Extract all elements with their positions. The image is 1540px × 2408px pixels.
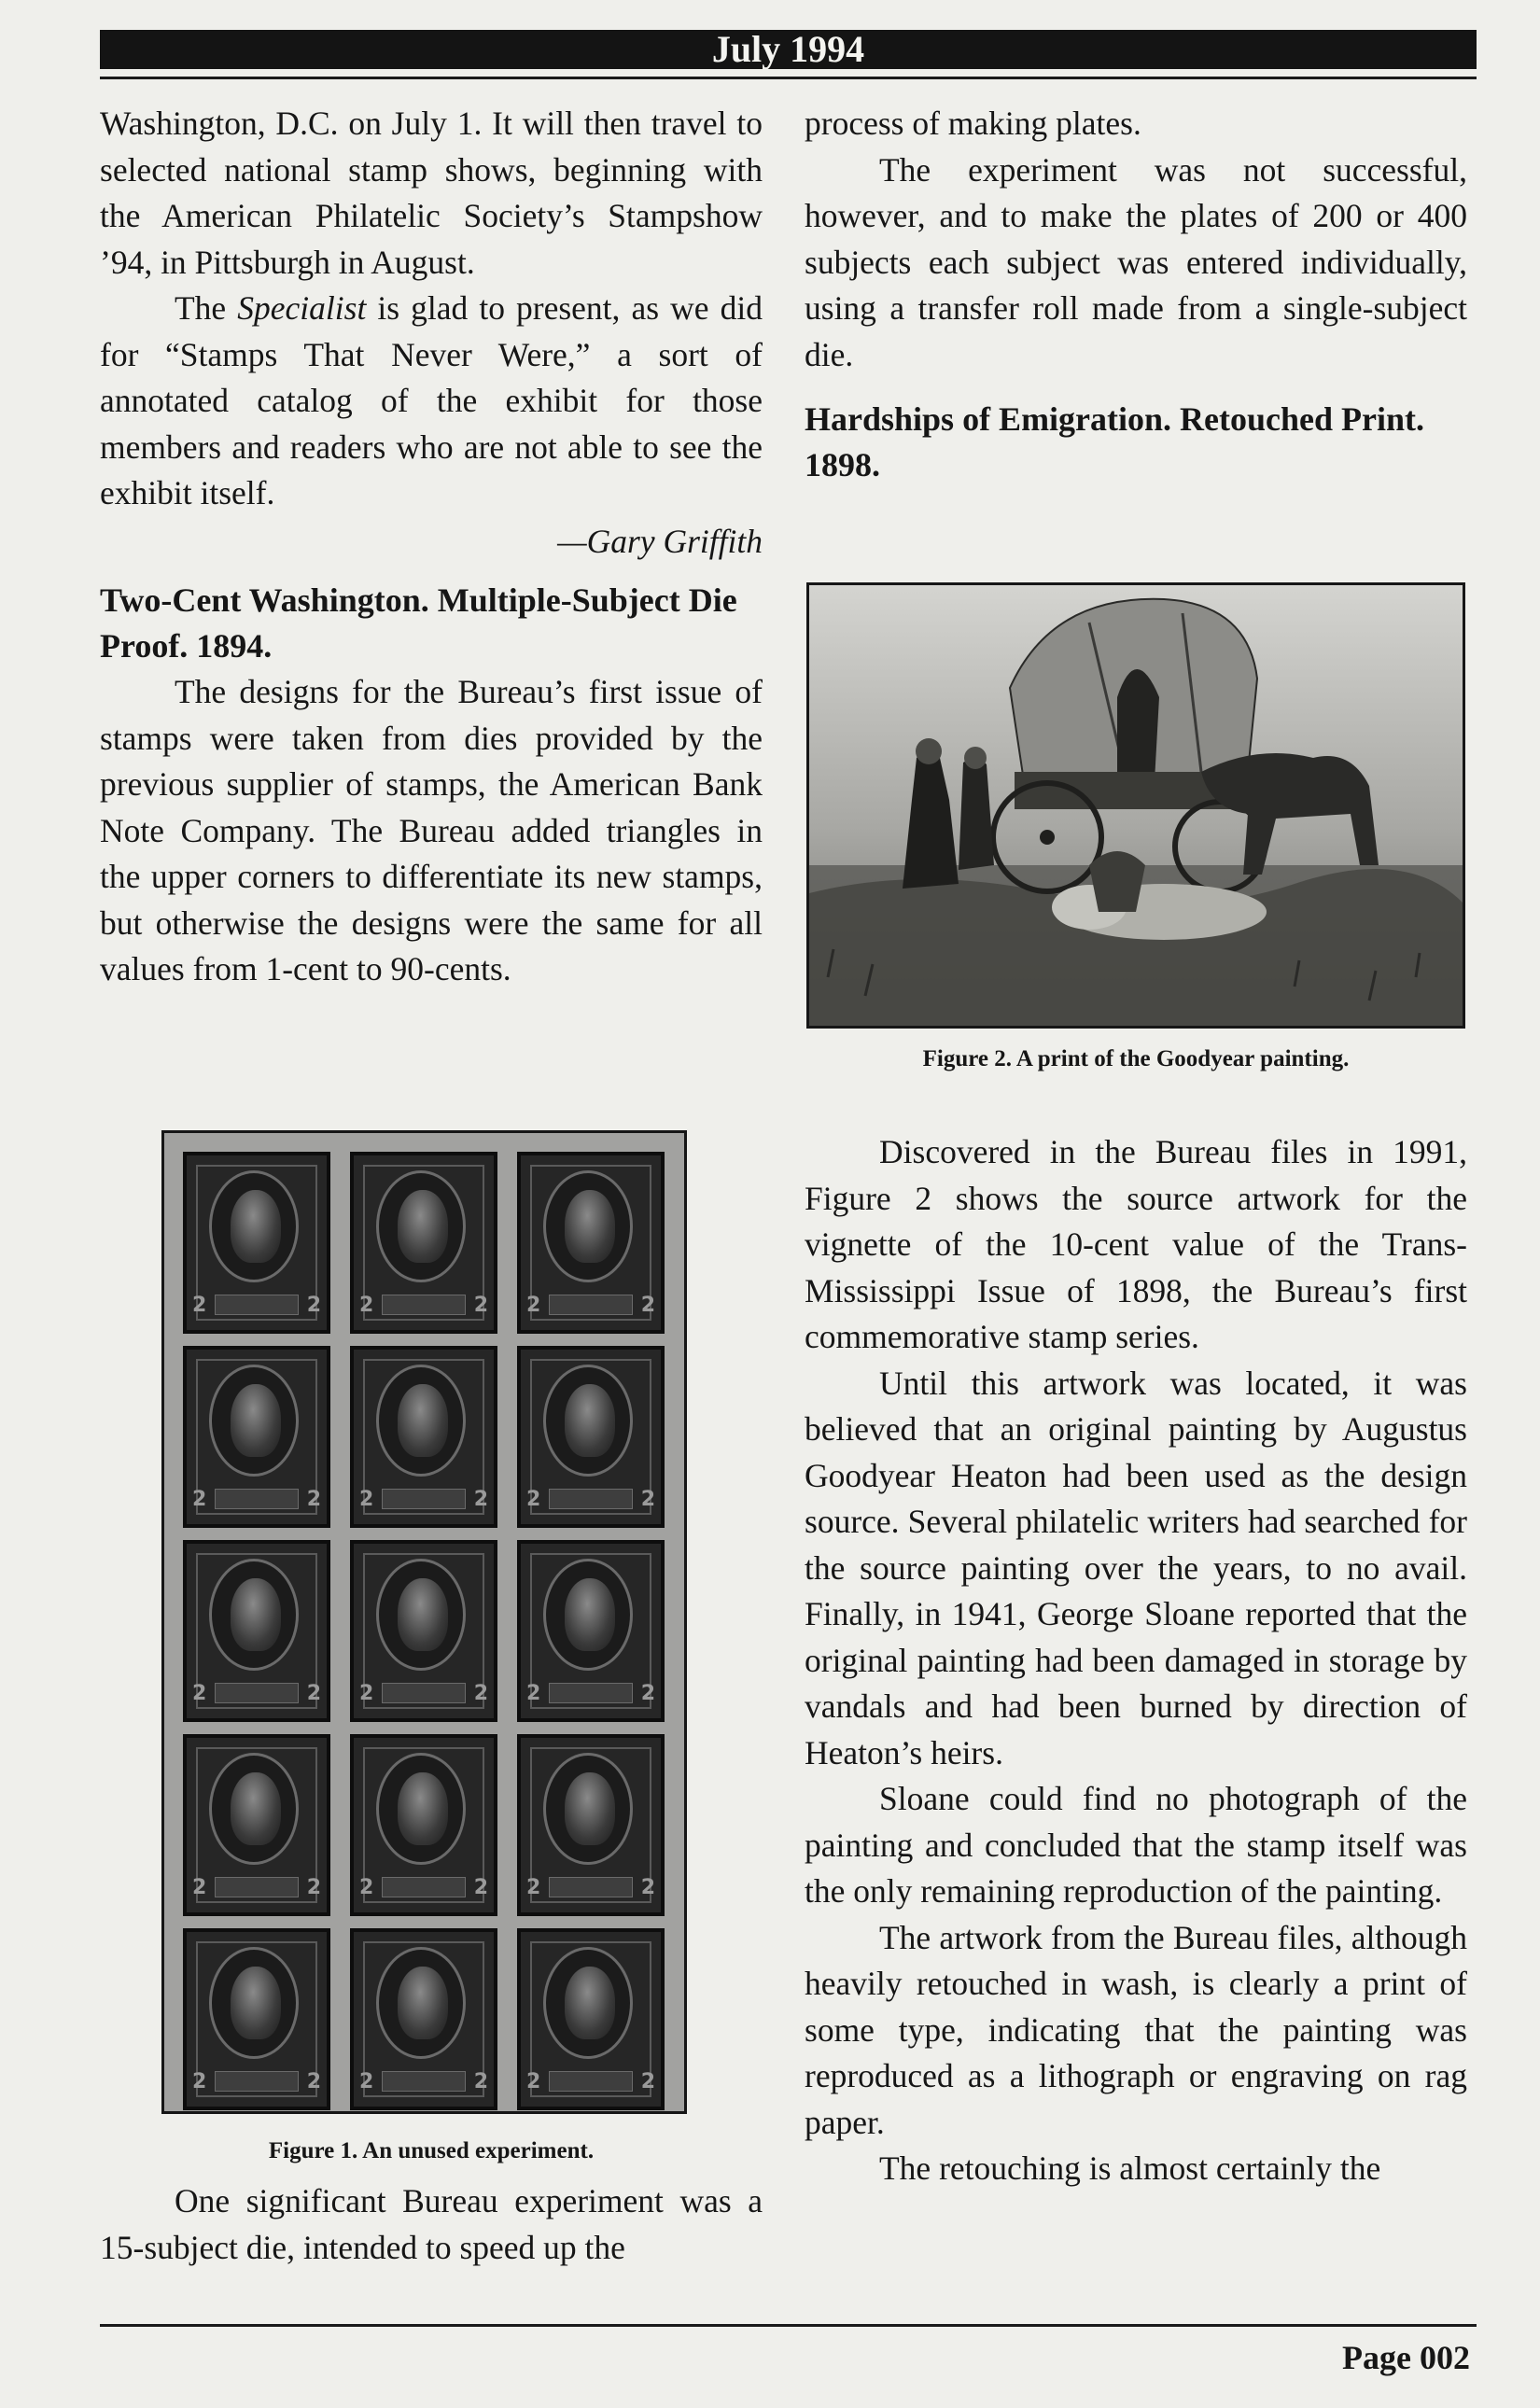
washington-portrait	[565, 1772, 615, 1845]
continued-text: process of making plates.	[805, 105, 1141, 142]
portrait-oval	[376, 1947, 466, 2059]
right-column	[805, 101, 1467, 488]
sloane-paragraph: Sloane could find no photograph of the painting and concluded that the stamp itself was the only remaining reproduction of the painting.	[805, 1780, 1467, 1910]
value-left: 2	[526, 1294, 541, 1317]
intro-paragraph-2	[100, 286, 763, 517]
discovery-paragraph: Discovered in the Bureau files in 1991, Figure 2 shows the source artwork for the vignette of the 10-cent value of the Trans-Mississippi Issue of 1898, the Bureau’s first commemorative stamp series.	[805, 1133, 1467, 1355]
portrait-oval	[209, 1559, 299, 1671]
value-right: 2	[473, 1294, 488, 1317]
stamp	[183, 1734, 330, 1916]
washington-portrait	[231, 1772, 281, 1845]
washington-portrait	[398, 1384, 448, 1457]
value-right: 2	[640, 2070, 655, 2093]
portrait-oval	[376, 1365, 466, 1477]
value-band	[549, 2071, 633, 2092]
value-right: 2	[640, 1294, 655, 1317]
section-heading-two-cent: Two-Cent Washington. Multiple-Subject Die Proof. 1894.	[100, 581, 737, 665]
heaton-paragraph: Until this artwork was located, it was believed that an original painting by Augustus Goodyear Heaton had been used as the design source. Several philatelic writers had searched for the source painting over the years, to no avail. Finally, in 1941, George Sloane reported that the original painting had been damaged in storage by vandals and had been burned by direction of Heaton’s heirs.	[805, 1364, 1467, 1771]
artwork-paragraph: The artwork from the Bureau files, although heavily retouched in wash, is clearly a print of some type, indicating that the painting was reproduced as a lithograph or engraving on rag paper.	[805, 1918, 1467, 2141]
experiment-result-paragraph: The experiment was not successful, however, and to make the plates of 200 or 400 subjects each subject was entered individually, using a transfer roll made from a single-subject die.	[805, 150, 1467, 373]
value-left: 2	[192, 1294, 207, 1317]
washington-portrait	[565, 1384, 615, 1457]
portrait-oval	[543, 1559, 633, 1671]
retouching-paragraph: The retouching is almost certainly the	[879, 2149, 1381, 2187]
value-right: 2	[473, 1488, 488, 1511]
publication-name: Specialist	[237, 289, 367, 327]
value-band	[382, 2071, 466, 2092]
stamp	[350, 1928, 497, 2110]
stamp	[183, 1540, 330, 1722]
stamp	[517, 1734, 665, 1916]
value-left: 2	[526, 1682, 541, 1705]
portrait-oval	[543, 1753, 633, 1865]
portrait-oval	[543, 1170, 633, 1282]
para2-rest: is glad to present, as we did for “Stamps That Never Were,” a sort of annotated catalog of the exhibit for those members and readers who are not able to see the exhibit itself.	[100, 289, 763, 511]
value-left: 2	[359, 1876, 374, 1899]
value-band	[549, 1295, 633, 1315]
page-number: Page 002	[1342, 2339, 1470, 2376]
washington-portrait	[231, 1967, 281, 2039]
portrait-oval	[209, 1753, 299, 1865]
value-band	[382, 1877, 466, 1897]
stamp	[517, 1540, 665, 1722]
right-body-text	[805, 1129, 1467, 2192]
stamp	[517, 1152, 665, 1334]
author-signature: —Gary Griffith	[557, 522, 763, 560]
portrait-oval	[209, 1170, 299, 1282]
stamp	[350, 1734, 497, 1916]
washington-portrait	[398, 1967, 448, 2039]
value-right: 2	[306, 1682, 321, 1705]
value-left: 2	[192, 1488, 207, 1511]
washington-portrait	[565, 1190, 615, 1263]
stamp	[183, 1928, 330, 2110]
left-column	[100, 101, 763, 993]
page-header-bar	[100, 30, 1477, 69]
figure-1-caption: Figure 1. An unused experiment.	[268, 2138, 595, 2163]
portrait-oval	[543, 1365, 633, 1477]
value-right: 2	[473, 2070, 488, 2093]
value-left: 2	[192, 2070, 207, 2093]
figure-1-stamp-sheet	[161, 1130, 687, 2114]
section-heading-hardships: Hardships of Emigration. Retouched Print. 1898.	[805, 400, 1425, 483]
stamp	[183, 1152, 330, 1334]
value-band	[215, 1683, 299, 1703]
portrait-oval	[376, 1559, 466, 1671]
value-right: 2	[306, 2070, 321, 2093]
value-band	[382, 1295, 466, 1315]
value-right: 2	[640, 1876, 655, 1899]
value-left: 2	[359, 2070, 374, 2093]
after-figure-1-text	[100, 2178, 763, 2271]
portrait-oval	[209, 1947, 299, 2059]
value-left: 2	[359, 1294, 374, 1317]
wagon-scene-illustration	[809, 585, 1463, 1026]
washington-portrait	[231, 1384, 281, 1457]
washington-portrait	[398, 1772, 448, 1845]
value-left: 2	[192, 1682, 207, 1705]
value-left: 2	[359, 1488, 374, 1511]
value-band	[549, 1683, 633, 1703]
washington-portrait	[231, 1190, 281, 1263]
stamp-grid	[183, 1152, 665, 2110]
header-title: July 1994	[711, 28, 865, 70]
stamp	[183, 1346, 330, 1528]
value-band	[215, 2071, 299, 2092]
stamp	[350, 1540, 497, 1722]
experiment-paragraph: One significant Bureau experiment was a 15-subject die, intended to speed up the	[100, 2182, 763, 2266]
value-right: 2	[306, 1488, 321, 1511]
washington-portrait	[398, 1578, 448, 1651]
figure-2-caption: Figure 2. A print of the Goodyear painting.	[922, 1046, 1350, 1071]
intro-paragraph: Washington, D.C. on July 1. It will then travel to selected national stamp shows, beginning with the American Philatelic Society’s Stampshow ’94, in Pittsburgh in August.	[100, 105, 763, 281]
value-right: 2	[306, 1294, 321, 1317]
value-band	[215, 1489, 299, 1509]
value-right: 2	[306, 1876, 321, 1899]
stamp	[517, 1346, 665, 1528]
header-rule	[100, 77, 1477, 79]
value-left: 2	[359, 1682, 374, 1705]
washington-portrait	[398, 1190, 448, 1263]
value-left: 2	[192, 1876, 207, 1899]
section1-body: The designs for the Bureau’s first issue of stamps were taken from dies provided by the previous supplier of stamps, the American Bank Note Company. The Bureau added triangles in the upper corners to differentiate its new stamps, but otherwise the designs were the same for all values from 1-cent to 90-cents.	[100, 673, 763, 987]
value-left: 2	[526, 2070, 541, 2093]
value-right: 2	[473, 1682, 488, 1705]
portrait-oval	[209, 1365, 299, 1477]
value-right: 2	[473, 1876, 488, 1899]
washington-portrait	[565, 1967, 615, 2039]
portrait-oval	[543, 1947, 633, 2059]
portrait-oval	[376, 1170, 466, 1282]
value-band	[549, 1877, 633, 1897]
para2-lead: The	[175, 289, 238, 327]
value-band	[382, 1683, 466, 1703]
portrait-oval	[376, 1753, 466, 1865]
washington-portrait	[565, 1578, 615, 1651]
footer-rule	[100, 2324, 1477, 2327]
value-band	[215, 1295, 299, 1315]
value-left: 2	[526, 1876, 541, 1899]
stamp	[517, 1928, 665, 2110]
stamp	[350, 1152, 497, 1334]
figure-2-goodyear-print	[806, 582, 1465, 1029]
value-band	[215, 1877, 299, 1897]
value-right: 2	[640, 1488, 655, 1511]
washington-portrait	[231, 1578, 281, 1651]
value-band	[549, 1489, 633, 1509]
stamp	[350, 1346, 497, 1528]
value-right: 2	[640, 1682, 655, 1705]
value-band	[382, 1489, 466, 1509]
value-left: 2	[526, 1488, 541, 1511]
